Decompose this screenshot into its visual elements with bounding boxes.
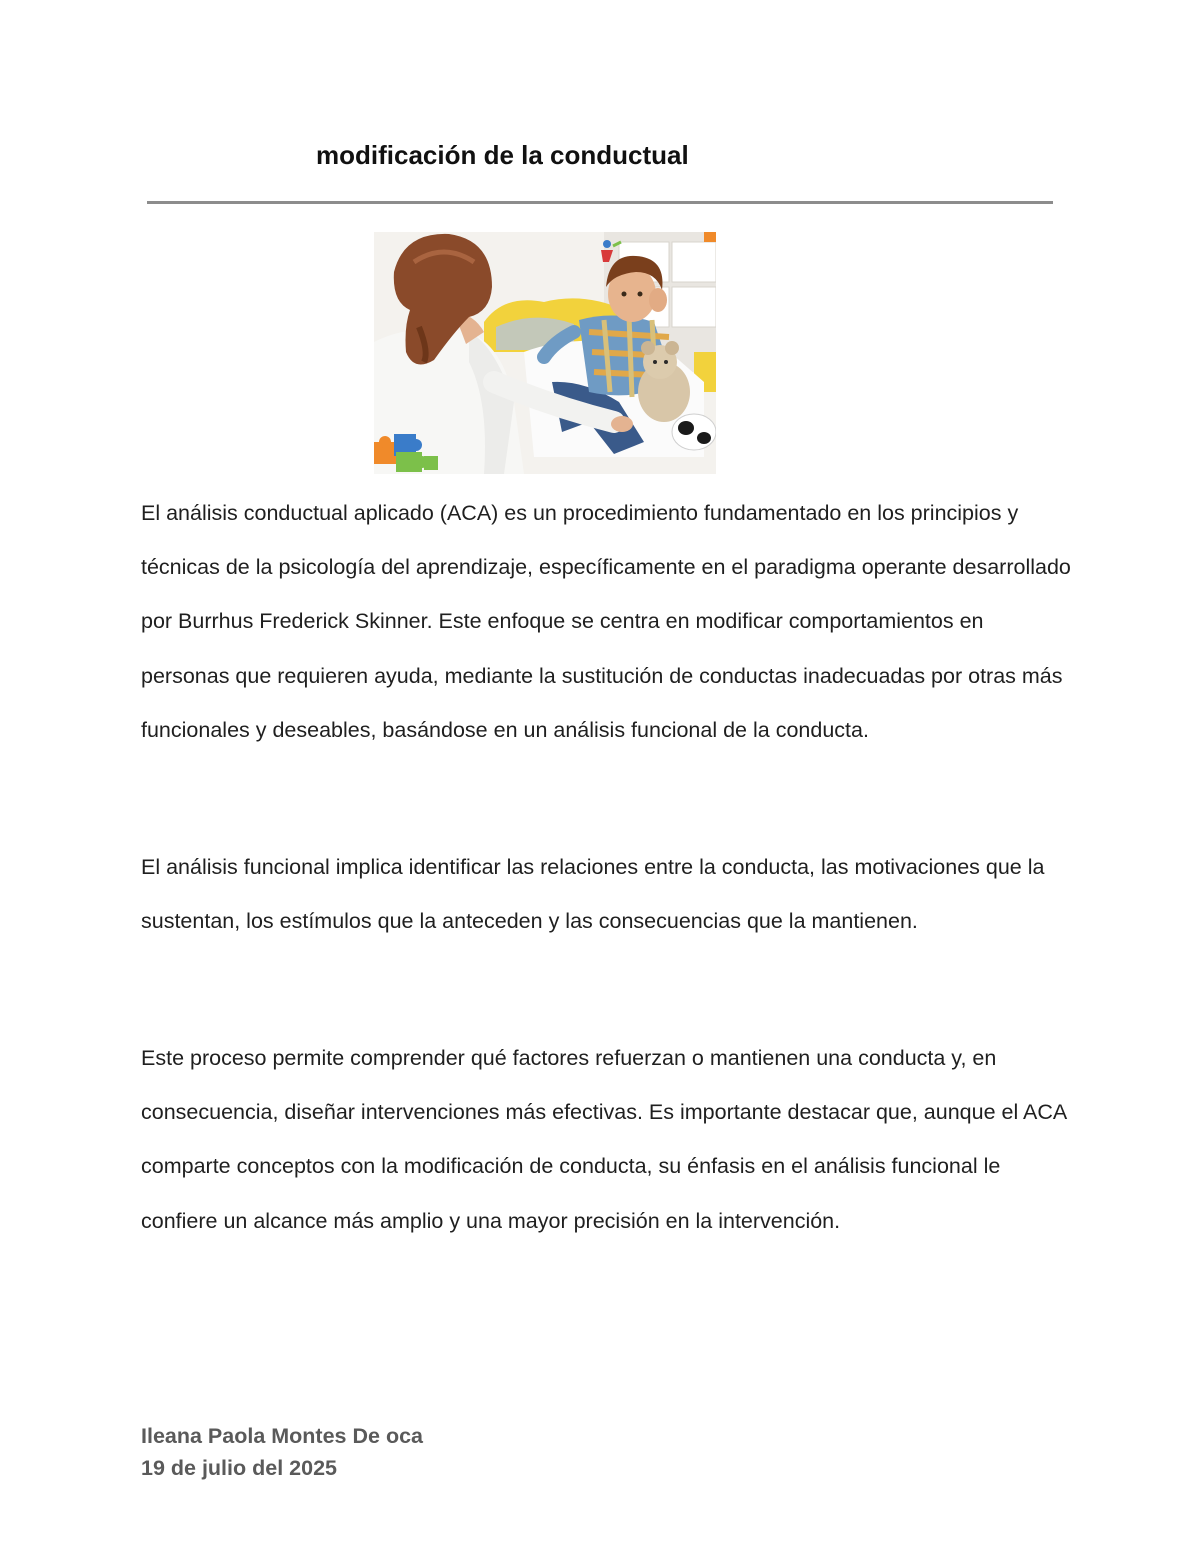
author-name: Ileana Paola Montes De oca	[141, 1424, 423, 1448]
title-divider	[147, 201, 1053, 204]
paragraph-process: Este proceso permite comprender qué factores refuerzan o mantienen una conducta y, en consecuencia, diseñar intervenciones más efectivas. Es importante destacar que, aunque el ACA comparte conceptos con la modificación de conducta, su énfasis en el análisis funcional le confiere un alcance más amplio y una mayor precisión en la intervención.	[141, 1046, 1067, 1233]
paragraph-functional-analysis: El análisis funcional implica identificar las relaciones entre la conducta, las motivaciones que la sustentan, los estímulos que la anteceden y las consecuencias que la mantienen.	[141, 855, 1045, 934]
therapy-session-photo	[374, 232, 716, 474]
therapy-session-photo-icon	[374, 232, 716, 474]
signature-block	[141, 1420, 423, 1484]
document-title: modificación de la conductual	[316, 140, 689, 170]
document-date: 19 de julio del 2025	[141, 1456, 337, 1480]
paragraph-aca-definition: El análisis conductual aplicado (ACA) es un procedimiento fundamentado en los principios y técnicas de la psicología del aprendizaje, específicamente en el paradigma operante desarrollado por Burrhus Frederick Skinner. Este enfoque se centra en modificar comportamientos en personas que requieren ayuda, mediante la sustitución de conductas inadecuadas por otras más funcionales y deseables, basándose en un análisis funcional de la conducta.	[141, 501, 1071, 742]
